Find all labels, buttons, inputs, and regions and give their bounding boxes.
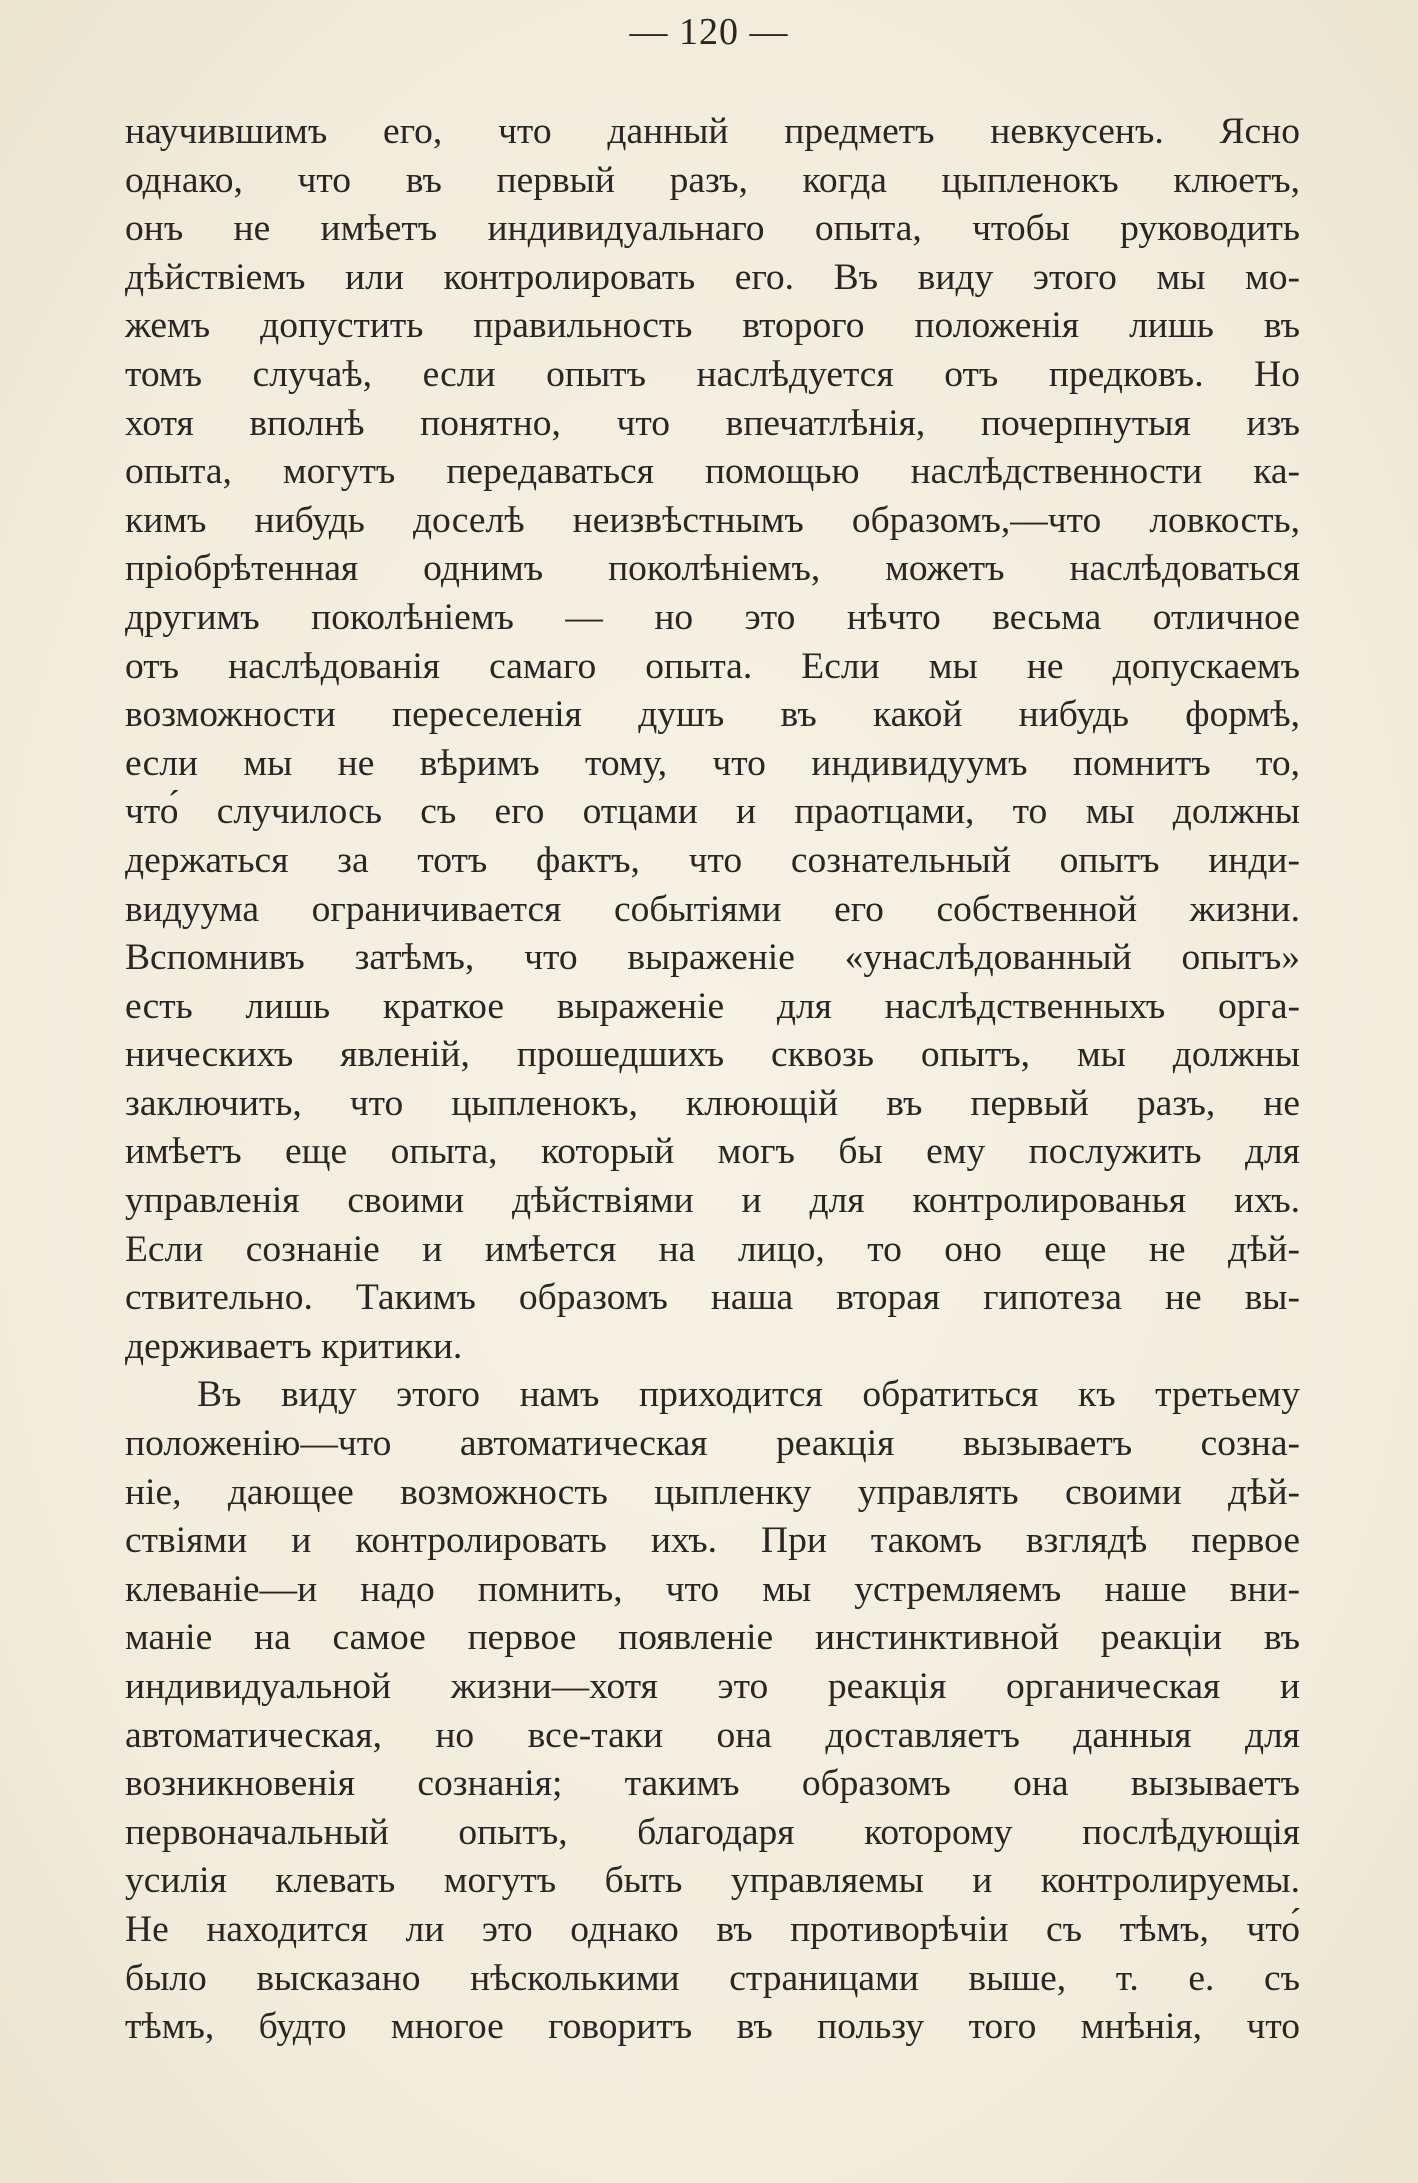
text-line: видуума ограничивается событіями его собственной жизни.: [125, 888, 1300, 930]
text-line: имѣетъ еще опыта, который могъ бы ему послужить для: [125, 1131, 1300, 1173]
text-line: кимъ нибудь доселѣ неизвѣстнымъ образомъ,—что ловкость,: [125, 499, 1300, 541]
text-line: если мы не вѣримъ тому, что индивидуумъ помнитъ то,: [125, 742, 1300, 784]
text-line: Вспомнивъ затѣмъ, что выраженіе «унаслѣдованный опытъ»: [125, 937, 1300, 979]
text-line: возможности переселенія душъ въ какой нибудь формѣ,: [125, 694, 1300, 736]
text-line: автоматическая, но все-таки она доставляетъ данныя для: [125, 1714, 1300, 1756]
text-line: Въ виду этого намъ приходится обратиться къ третьему: [197, 1374, 1300, 1416]
body-text: [125, 108, 1300, 2052]
text-line: Не находится ли это однако въ противорѣчіи съ тѣмъ, что́: [125, 1908, 1300, 1950]
text-line: однако, что въ первый разъ, когда цыпленокъ клюетъ,: [125, 159, 1300, 201]
text-line: индивидуальной жизни—хотя это реакція органическая и: [125, 1666, 1300, 1707]
text-line: ніе, дающее возможность цыпленку управлять своими дѣй-: [125, 1471, 1300, 1513]
text-line: усилія клевать могутъ быть управляемы и контролируемы.: [125, 1860, 1300, 1902]
text-line: ническихъ явленій, прошедшихъ сквозь опытъ, мы должны: [125, 1034, 1300, 1076]
text-line: управленія своими дѣйствіями и для контролированья ихъ.: [125, 1180, 1300, 1222]
text-line: клеваніе—и надо помнить, что мы устремляемъ наше вни-: [125, 1568, 1300, 1610]
text-line: научившимъ его, что данный предметъ невкусенъ. Ясно: [125, 111, 1300, 152]
text-line: жемъ допустить правильность второго положенія лишь въ: [125, 305, 1300, 347]
text-line: Если сознаніе и имѣется на лицо, то оно еще не дѣй-: [125, 1228, 1300, 1270]
text-line: опыта, могутъ передаваться помощью наслѣдственности ка-: [125, 451, 1300, 493]
text-line: держаться за тотъ фактъ, что сознательный опытъ инди-: [125, 839, 1300, 881]
text-line: другимъ поколѣніемъ — но это нѣчто весьма отличное: [125, 596, 1300, 638]
text-line: было высказано нѣсколькими страницами выше, т. е. съ: [125, 1957, 1300, 1999]
text-line: томъ случаѣ, если опытъ наслѣдуется отъ предковъ. Но: [125, 353, 1300, 395]
text-line: заключить, что цыпленокъ, клюющій въ первый разъ, не: [125, 1082, 1300, 1124]
text-line: пріобрѣтенная однимъ поколѣніемъ, можетъ наслѣдоваться: [125, 548, 1300, 590]
text-line: хотя вполнѣ понятно, что впечатлѣнія, почерпнутыя изъ: [125, 402, 1300, 444]
text-line: первоначальный опытъ, благодаря которому послѣдующія: [125, 1811, 1300, 1853]
text-line: возникновенія сознанія; такимъ образомъ она вызываетъ: [125, 1763, 1300, 1805]
text-line: ствительно. Такимъ образомъ наша вторая гипотеза не вы-: [125, 1277, 1300, 1319]
text-line: ствіями и контролировать ихъ. При такомъ взглядѣ первое: [125, 1520, 1300, 1562]
text-line: держиваетъ критики.: [125, 1325, 463, 1367]
text-line: онъ не имѣетъ индивидуальнаго опыта, чтобы руководить: [125, 208, 1300, 250]
text-line: отъ наслѣдованія самаго опыта. Если мы не допускаемъ: [125, 645, 1300, 687]
page-number: — 120 —: [629, 11, 789, 53]
text-line: маніе на самое первое появленіе инстинктивной реакціи въ: [125, 1617, 1300, 1659]
text-line: есть лишь краткое выраженіе для наслѣдственныхъ орга-: [125, 985, 1300, 1027]
text-line: тѣмъ, будто многое говоритъ въ пользу того мнѣнія, что: [125, 2006, 1300, 2048]
text-line: положенію—что автоматическая реакція вызываетъ созна-: [125, 1423, 1300, 1465]
text-line: что́ случилось съ его отцами и праотцами, то мы должны: [125, 791, 1300, 833]
text-line: дѣйствіемъ или контролировать его. Въ виду этого мы мо-: [125, 256, 1300, 298]
